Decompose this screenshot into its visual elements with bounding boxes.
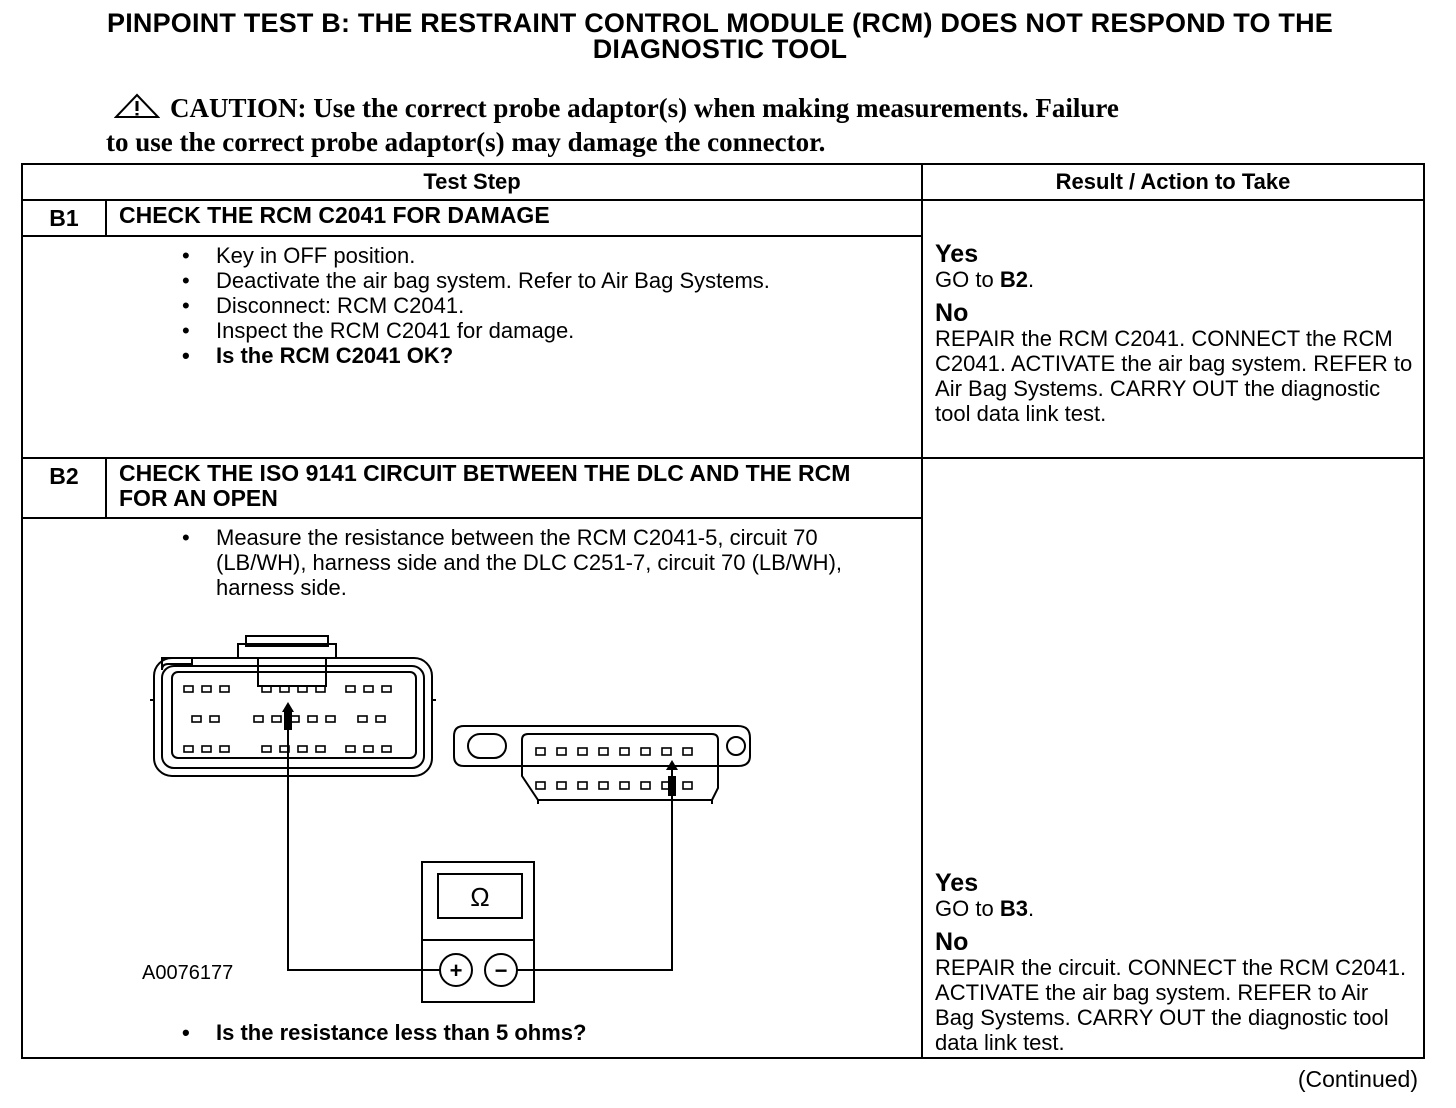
- no-action-b2: REPAIR the circuit. CONNECT the RCM C2041. ACTIVATE the air bag system. REFER to Air Bag Systems. CARRY OUT the diagnostic tool data link test.: [935, 955, 1407, 1055]
- dlc-pin-cavity: [599, 748, 608, 755]
- no-label-b1: No: [935, 299, 969, 327]
- result-cell-b1: [922, 200, 1424, 458]
- rcm-pin-cavity: [220, 746, 229, 752]
- rcm-pin-cavity: [358, 716, 367, 722]
- rcm-pin-cavity: [326, 716, 335, 722]
- caution-line-2: to use the correct probe adaptor(s) may damage the connector.: [106, 127, 826, 157]
- dlc-pin-cavity: [641, 782, 650, 789]
- yes-label-b2: Yes: [935, 869, 979, 897]
- rcm-pin-cavity: [346, 746, 355, 752]
- dlc-pin-cavity: [662, 748, 671, 755]
- title-line-1: PINPOINT TEST B: THE RESTRAINT CONTROL MODULE (RCM) DOES NOT RESPOND TO THE: [106, 8, 1334, 38]
- dlc-pin-cavity: [557, 748, 566, 755]
- header-test-step: Test Step: [22, 164, 922, 200]
- rcm-pin-cavity: [262, 746, 271, 752]
- pinpoint-test-table: [21, 163, 1425, 1059]
- rcm-pin-cavity: [220, 686, 229, 692]
- rcm-pin-cavity: [364, 686, 373, 692]
- question-b1: • Is the RCM C2041 OK?: [216, 343, 921, 368]
- bullet-b1-1: • Key in OFF position.: [216, 243, 921, 268]
- title-line-2: DIAGNOSTIC TOOL: [592, 34, 848, 64]
- meter-plus-terminal: +: [449, 958, 463, 983]
- rcm-pin-cavity: [184, 686, 193, 692]
- step-body-spacer-b1: [22, 236, 106, 458]
- continued-label: (Continued): [1297, 1066, 1418, 1092]
- warning-triangle-icon: [114, 93, 160, 126]
- yes-action-b1: GO to B2.: [935, 267, 1035, 292]
- rcm-pin-cavity: [308, 716, 317, 722]
- rcm-pin-cavity: [202, 686, 211, 692]
- dlc-pin-cavity: [641, 748, 650, 755]
- rcm-pin-cavity: [254, 716, 263, 722]
- dlc-pin-cavity: [578, 748, 587, 755]
- rcm-pin-cavity: [346, 686, 355, 692]
- step-heading-b2: CHECK THE ISO 9141 CIRCUIT BETWEEN THE DLC AND THE RCM FOR AN OPEN: [106, 458, 922, 518]
- page-title: [0, 10, 1440, 62]
- rcm-pin-cavity: [364, 746, 373, 752]
- step-id-b2: B2: [22, 458, 106, 518]
- yes-label-b1: Yes: [935, 240, 979, 268]
- bullet-b1-2: • Deactivate the air bag system. Refer to Air Bag Systems.: [216, 268, 921, 293]
- dlc-pin-cavity: [683, 748, 692, 755]
- bullet-b1-4: • Inspect the RCM C2041 for damage.: [216, 318, 921, 343]
- rcm-pin-cavity: [298, 746, 307, 752]
- rcm-pin-cavity: [272, 716, 281, 722]
- caution-line-1: CAUTION: Use the correct probe adaptor(s) when making measurements. Failure: [170, 93, 1119, 123]
- step-body-b2: [106, 518, 922, 1058]
- rcm-pin-cavity: [184, 746, 193, 752]
- yes-action-b2: GO to B3.: [935, 896, 1035, 921]
- dlc-pin-cavity: [683, 782, 692, 789]
- result-cell-b2: [922, 458, 1424, 1058]
- dlc-pin-cavity: [536, 748, 545, 755]
- dlc-pin-cavity: [536, 782, 545, 789]
- rcm-pin-cavity: [382, 686, 391, 692]
- rcm-pin-cavity: [316, 746, 325, 752]
- ohm-symbol: Ω: [470, 882, 490, 912]
- rcm-pin-cavity: [382, 746, 391, 752]
- meter-minus-terminal: −: [494, 958, 508, 983]
- connector-diagram: [106, 600, 921, 1020]
- caution-note: [106, 92, 1406, 158]
- dlc-pin-cavity: [578, 782, 587, 789]
- bullet-b2-1: • Measure the resistance between the RCM C2041-5, circuit 70 (LB/WH), harness side and the DLC C251-7, circuit 70 (LB/WH), harness side.: [216, 525, 891, 600]
- figure-id: A0076177: [142, 962, 234, 984]
- no-label-b2: No: [935, 928, 969, 956]
- no-action-b1: REPAIR the RCM C2041. CONNECT the RCM C2041. ACTIVATE the air bag system. REFER to Air Bag Systems. CARRY OUT the diagnostic tool data link test.: [935, 326, 1413, 426]
- step-heading-b1: CHECK THE RCM C2041 FOR DAMAGE: [106, 200, 922, 236]
- dlc-pin-cavity: [599, 782, 608, 789]
- step-body-b1: [106, 236, 922, 458]
- question-b2: • Is the resistance less than 5 ohms?: [216, 1020, 921, 1045]
- dlc-pin-cavity: [620, 748, 629, 755]
- step-id-b1: B1: [22, 200, 106, 236]
- bullet-b1-3: • Disconnect: RCM C2041.: [216, 293, 921, 318]
- rcm-pin-cavity: [376, 716, 385, 722]
- header-result: Result / Action to Take: [922, 164, 1424, 200]
- dlc-pin-cavity: [620, 782, 629, 789]
- rcm-pin-cavity: [210, 716, 219, 722]
- rcm-pin-cavity: [192, 716, 201, 722]
- rcm-pin-cavity: [202, 746, 211, 752]
- dlc-pin-cavity: [557, 782, 566, 789]
